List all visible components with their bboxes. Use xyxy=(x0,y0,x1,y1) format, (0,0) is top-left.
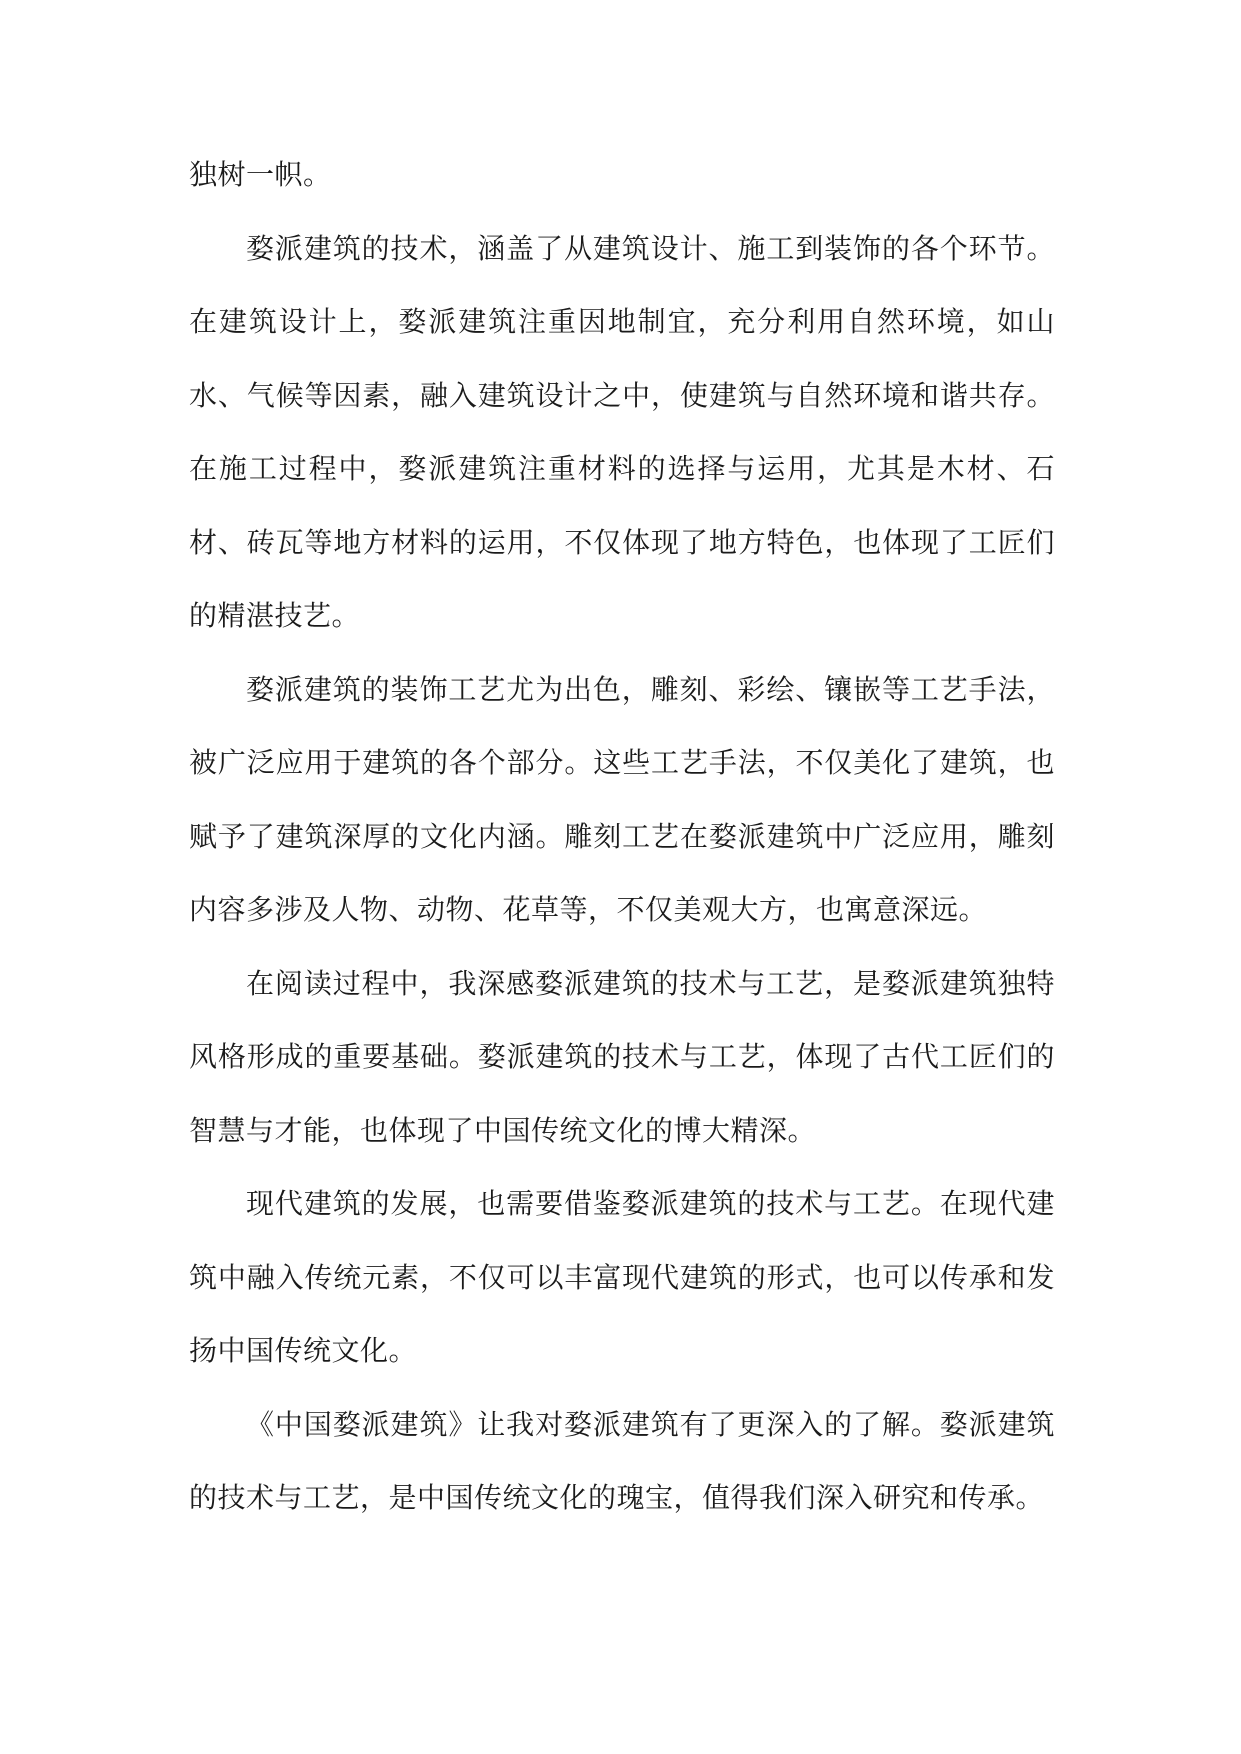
paragraph-continuation: 独树一帜。 xyxy=(189,158,332,191)
document-body xyxy=(189,138,1055,1535)
paragraph-conclusion: 《中国婺派建筑》让我对婺派建筑有了更深入的了解。婺派建筑的技术与工艺，是中国传统文化的瑰宝，值得我们深入研究和传承。 xyxy=(189,1407,1055,1514)
paragraph-reflection: 在阅读过程中，我深感婺派建筑的技术与工艺，是婺派建筑独特风格形成的重要基础。婺派建筑的技术与工艺，体现了古代工匠们的智慧与才能，也体现了中国传统文化的博大精深。 xyxy=(189,966,1055,1147)
paragraph-decoration: 婺派建筑的装饰工艺尤为出色，雕刻、彩绘、镶嵌等工艺手法，被广泛应用于建筑的各个部分。这些工艺手法，不仅美化了建筑，也赋予了建筑深厚的文化内涵。雕刻工艺在婺派建筑中广泛应用，雕刻内容多涉及人物、动物、花草等，不仅美观大方，也寓意深远。 xyxy=(189,672,1055,926)
paragraph-modern-architecture: 现代建筑的发展，也需要借鉴婺派建筑的技术与工艺。在现代建筑中融入传统元素，不仅可以丰富现代建筑的形式，也可以传承和发扬中国传统文化。 xyxy=(189,1187,1055,1367)
paragraph-technology: 婺派建筑的技术，涵盖了从建筑设计、施工到装饰的各个环节。在建筑设计上，婺派建筑注重因地制宜，充分利用自然环境，如山水、气候等因素，融入建筑设计之中，使建筑与自然环境和谐共存。在施工过程中，婺派建筑注重材料的选择与运用，尤其是木材、石材、砖瓦等地方材料的运用，不仅体现了地方特色，也体现了工匠们的精湛技艺。 xyxy=(189,231,1055,632)
